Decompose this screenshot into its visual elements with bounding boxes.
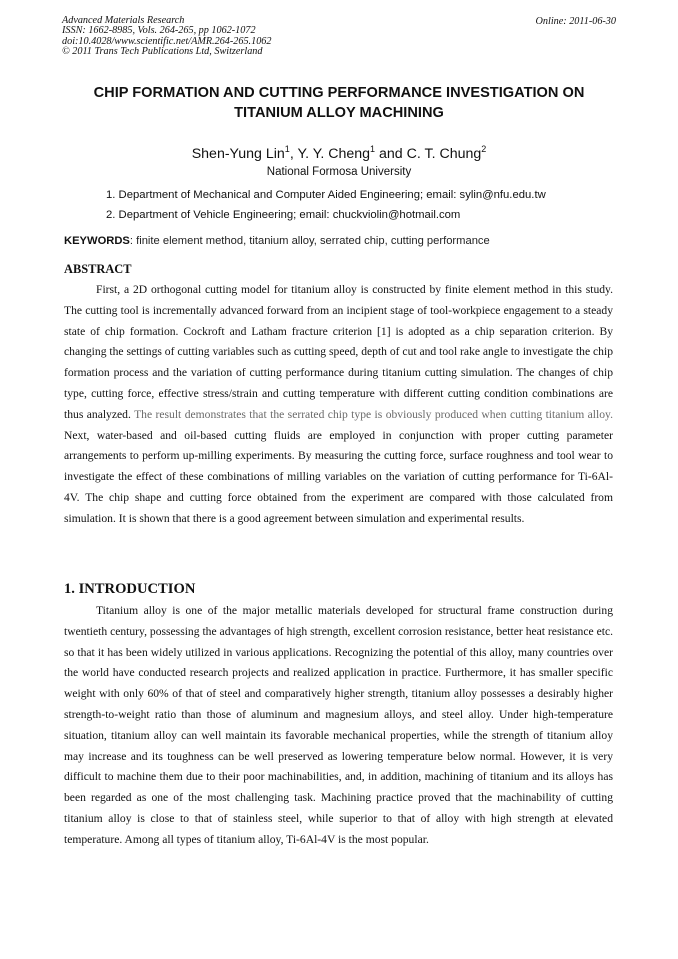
- affiliation-mark: 1: [370, 144, 376, 154]
- author-list: [0, 146, 678, 162]
- copyright-line: © 2011 Trans Tech Publications Ltd, Switzerland: [62, 46, 263, 58]
- author-separator: and: [375, 146, 407, 162]
- introduction-heading: 1. INTRODUCTION: [64, 581, 196, 597]
- department-2: 2. Department of Vehicle Engineering; email: chuckviolin@hotmail.com: [106, 209, 461, 221]
- issn-line: ISSN: 1662-8985, Vols. 264-265, pp 1062-1072: [62, 25, 256, 37]
- abstract-paragraph: [64, 280, 613, 530]
- keywords-label: KEYWORDS: [64, 235, 130, 247]
- abstract-highlighted-text: The result demonstrates that the serrated chip type is obviously produced when cutting titanium alloy.: [134, 407, 613, 421]
- journal-name: Advanced Materials Research: [62, 15, 185, 26]
- keywords-text: : finite element method, titanium alloy, serrated chip, cutting performance: [129, 235, 490, 247]
- publication-info: [62, 16, 271, 58]
- author-name: Shen-Yung Lin: [191, 146, 285, 162]
- title-line-1: CHIP FORMATION AND CUTTING PERFORMANCE INVESTIGATION ON: [93, 85, 585, 101]
- paper-title: [40, 83, 638, 123]
- affiliation-mark: 1: [284, 144, 290, 154]
- abstract-text: Next, water-based and oil-based cutting fluids are employed in conjunction with proper cutting parameter arrangements to perform up-milling experiments. By measuring the cutting force, surface roughness and tool wear to investigate the effect of these combinations of milling variables on the variation of cutting performance for Ti-6Al-4V. The chip shape and cutting force obtained from the experiment are compared with those calculated from simulation. It is shown that there is a good agreement between simulation and experimental results.: [64, 428, 613, 525]
- author-name: Y. Y. Cheng: [297, 146, 371, 162]
- abstract-heading: ABSTRACT: [64, 262, 132, 276]
- abstract-text: First, a 2D orthogonal cutting model for titanium alloy is constructed by finite element method in this study. The cutting tool is incrementally advanced forward from an incipient stage of tool-workpiece engagement to a steady state of chip formation. Cockroft and Latham fracture criterion [1] is adopted as a chip separation criterion. By changing the settings of cutting variables such as cutting speed, depth of cut and tool rake angle to investigate the chip formation process and the variation of cutting performance during titanium cutting simulation. The changes of chip type, cutting force, effective stress/strain and cutting temperature with different cutting condition combinations are thus analyzed.: [64, 283, 613, 421]
- keywords-line: [64, 235, 490, 247]
- doi-line: doi:10.4028/www.scientific.net/AMR.264-265.1062: [62, 35, 272, 47]
- title-line-2: TITANIUM ALLOY MACHINING: [234, 105, 444, 121]
- online-date: Online: 2011-06-30: [535, 16, 616, 27]
- introduction-paragraph: Titanium alloy is one of the major metallic materials developed for structural frame construction during twentieth century, possessing the advantages of high strength, excellent corrosion resistance, better heat resistance etc. so that it has been widely utilized in various applications. Recognizing the potential of this alloy, many countries over the world have conducted research projects and realized application in practice. Furthermore, it has smaller specific weight with only 60% of that of steel and comparatively higher strength, titanium alloy possesses a desirably higher strength-to-weight ratio than those of aluminum and magnesium alloys, and steel alloy. Under high-temperature situation, titanium alloy can well maintain its favorable mechanical properties, while the strength of titanium alloy may increase and its toughness can be well preserved as lowering temperature below normal. However, it is very difficult to machine them due to their poor machinabilities, and, in addition, machining of titanium and its alloys has been regarded as one of the most challenging task. Machining practice proved that the machinability of cutting titanium alloy is close to that of stainless steel, while superior to that of alloy with high strength at elevated temperature. Among all types of titanium alloy, Ti-6Al-4V is the most popular.: [64, 604, 613, 846]
- university-name: National Formosa University: [266, 166, 412, 178]
- affiliation-mark: 2: [481, 144, 487, 154]
- department-1: 1. Department of Mechanical and Computer Aided Engineering; email: sylin@nfu.edu.tw: [106, 189, 546, 201]
- author-separator: ,: [289, 146, 298, 162]
- author-name: C. T. Chung: [406, 146, 482, 162]
